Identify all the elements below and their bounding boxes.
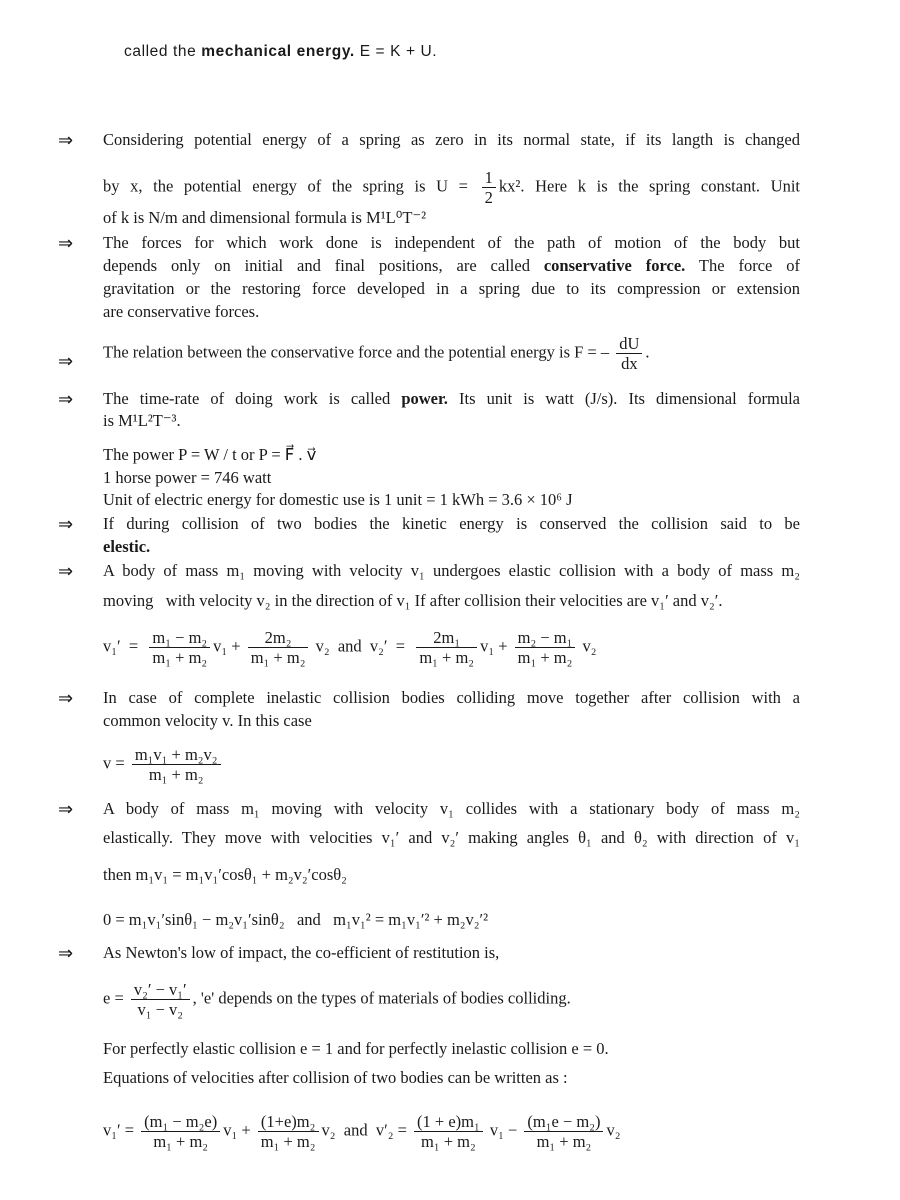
fraction-denominator: dx bbox=[621, 354, 638, 373]
fraction-denominator: m₁ + m₂ bbox=[260, 1132, 316, 1151]
conservative-line-1 bbox=[103, 234, 800, 252]
text-run: For perfectly elastic collision e = 1 and for perfectly inelastic collision e = 0. bbox=[103, 1039, 609, 1058]
inelastic-line-1 bbox=[103, 689, 800, 707]
text-run: v₂ and v′₂ = bbox=[321, 1120, 412, 1140]
text-run: v₁ + bbox=[480, 636, 512, 656]
text-run: then m₁v₁ = m₁v₁′cosθ₁ + m₂v₂′cosθ₂ bbox=[103, 865, 347, 884]
text-run: elastically. They move with velocities v₁′ and v₂′ making angles θ₁ and θ₂ with direction of v₁ bbox=[103, 828, 800, 847]
text-run: v₂ and v₂′ = bbox=[311, 636, 414, 656]
fraction bbox=[414, 1112, 483, 1151]
two-d-line-4 bbox=[103, 911, 488, 929]
fraction-denominator: v₁ − v₂ bbox=[137, 1000, 184, 1019]
text-run: A body of mass m₁ moving with velocity v₁ collides with a stationary body of mass m₂ bbox=[103, 799, 800, 818]
two-d-line-1 bbox=[103, 800, 800, 818]
text-run: of k is N/m and dimensional formula is M¹L⁰T⁻² bbox=[103, 208, 427, 227]
intro-line bbox=[124, 43, 437, 61]
fraction-denominator: m₁ + m₂ bbox=[419, 648, 475, 667]
power-line-2 bbox=[103, 412, 181, 430]
text-run: v = bbox=[103, 753, 129, 773]
text-run: In case of complete inelastic collision bodies colliding move together after collision with a bbox=[103, 688, 800, 707]
bold-term: elestic. bbox=[103, 537, 151, 556]
fraction bbox=[149, 628, 210, 667]
fraction-numerator: (m₁e − m₂) bbox=[524, 1112, 603, 1132]
velocity-equations bbox=[103, 1112, 620, 1151]
text-run: is M¹L²T⁻³. bbox=[103, 411, 181, 430]
fraction-denominator: m₁ + m₂ bbox=[250, 648, 306, 667]
implies-arrow-icon: ⇒ bbox=[58, 943, 74, 964]
text-run: e = bbox=[103, 988, 128, 1008]
implies-arrow-icon: ⇒ bbox=[58, 688, 74, 709]
fraction bbox=[524, 1112, 603, 1151]
implies-arrow-icon: ⇒ bbox=[58, 799, 74, 820]
elastic-line-2 bbox=[103, 538, 150, 556]
text-run: by x, the potential energy of the spring is U = bbox=[103, 176, 479, 196]
conservative-line-2 bbox=[103, 257, 800, 275]
fraction bbox=[131, 980, 190, 1019]
elastic-line-1 bbox=[103, 515, 800, 533]
text-run: v₁ − bbox=[485, 1120, 522, 1140]
text-run: The forces for which work done is independent of the path of motion of the body but bbox=[103, 233, 800, 252]
text-run: kx² bbox=[498, 176, 521, 196]
fraction bbox=[258, 1112, 319, 1151]
restitution-line-1 bbox=[103, 944, 499, 962]
text-run: are conservative forces. bbox=[103, 302, 260, 321]
fraction-numerator: m₁ − m₂ bbox=[149, 628, 210, 648]
text-run: v₁ + bbox=[223, 1120, 255, 1140]
implies-arrow-icon: ⇒ bbox=[58, 389, 74, 410]
bold-term: conservative force. bbox=[543, 256, 686, 275]
fraction-numerator: m₁v₁ + m₂v₂ bbox=[132, 745, 221, 765]
fraction bbox=[616, 334, 642, 373]
fraction bbox=[132, 745, 221, 784]
text-run: depends only on initial and final positions, are called bbox=[103, 256, 544, 275]
fraction-numerator: (m₁ − m₂e) bbox=[141, 1112, 220, 1132]
text-run: v₁′ = bbox=[103, 636, 147, 656]
text-run: Considering potential energy of a spring as zero in its normal state, if its langth is changed bbox=[103, 130, 800, 149]
text-run: v₁ + bbox=[213, 636, 245, 656]
fraction bbox=[482, 168, 496, 207]
one-d-line-2 bbox=[103, 592, 722, 610]
text-run: The force of bbox=[685, 256, 800, 275]
bold-term: mechanical energy. bbox=[201, 43, 355, 60]
power-line-5 bbox=[103, 491, 573, 509]
text-run: v₂ bbox=[606, 1120, 621, 1140]
power-line-3 bbox=[103, 446, 316, 464]
fraction-denominator: m₁ + m₂ bbox=[517, 648, 573, 667]
conservative-line-3 bbox=[103, 280, 800, 298]
text-run: The relation between the conservative force and the potential energy is F = – bbox=[103, 342, 614, 362]
text-run: 1 horse power = 746 watt bbox=[103, 468, 272, 487]
text-run: If during collision of two bodies the kinetic energy is conserved the collision said to be bbox=[103, 514, 800, 533]
text-run: Unit of electric energy for domestic use is 1 unit = 1 kWh = 3.6 × 10⁶ J bbox=[103, 490, 573, 509]
fraction-numerator: 1 bbox=[482, 168, 496, 188]
restitution-line-3 bbox=[103, 1069, 568, 1087]
restitution-equation bbox=[103, 980, 571, 1019]
text-run: common velocity v. In this case bbox=[103, 711, 312, 730]
one-d-line-1 bbox=[103, 562, 800, 580]
text-run: 0 = m₁v₁′sinθ₁ − m₂v₁′sinθ₂ and m₁v₁² = m₁v₁′² + m₂v₂′² bbox=[103, 910, 489, 929]
fraction bbox=[141, 1112, 220, 1151]
text-run: v₁′ = bbox=[103, 1120, 139, 1140]
restitution-line-2 bbox=[103, 1040, 609, 1058]
inelastic-line-2 bbox=[103, 712, 312, 730]
fraction bbox=[248, 628, 309, 667]
spring-line-2 bbox=[103, 168, 800, 207]
spring-line-3 bbox=[103, 209, 426, 227]
text-run: , 'e' depends on the types of materials of bodies colliding. bbox=[192, 988, 571, 1008]
text-run: Equations of velocities after collision of two bodies can be written as : bbox=[103, 1068, 568, 1087]
implies-arrow-icon: ⇒ bbox=[58, 561, 74, 582]
two-d-line-3 bbox=[103, 866, 347, 884]
two-d-line-2 bbox=[103, 829, 800, 847]
fraction-numerator: 2m₂ bbox=[248, 628, 309, 648]
text-run: v₂ bbox=[578, 636, 597, 656]
text-run: The power P = W / t or P = F⃗ . v⃗ bbox=[103, 445, 317, 464]
implies-arrow-icon: ⇒ bbox=[58, 130, 74, 151]
implies-arrow-icon: ⇒ bbox=[58, 233, 74, 254]
spring-line-1 bbox=[103, 131, 800, 149]
text-run: . bbox=[645, 342, 650, 362]
fraction-denominator: m₁ + m₂ bbox=[153, 1132, 209, 1151]
fraction-denominator: 2 bbox=[484, 188, 493, 207]
power-line-4 bbox=[103, 469, 271, 487]
fraction-numerator: 2m₁ bbox=[416, 628, 477, 648]
text-run: The time-rate of doing work is called bbox=[103, 389, 402, 408]
fraction-denominator: m₁ + m₂ bbox=[148, 765, 204, 784]
power-line-1 bbox=[103, 390, 800, 408]
fraction-numerator: dU bbox=[616, 334, 642, 354]
fraction-numerator: m₂ − m₁ bbox=[515, 628, 576, 648]
inelastic-equation bbox=[103, 745, 224, 784]
fraction-denominator: m₁ + m₂ bbox=[152, 648, 208, 667]
text-run: gravitation or the restoring force developed in a spring due to its compression or extension bbox=[103, 279, 800, 298]
fraction-numerator: v₂′ − v₁′ bbox=[131, 980, 190, 1000]
text-run: called the bbox=[124, 43, 202, 60]
text-run: E = K + U. bbox=[354, 43, 438, 60]
bold-term: power. bbox=[401, 389, 448, 408]
text-run: A body of mass m₁ moving with velocity v₁ undergoes elastic collision with a body of mass m₂ bbox=[103, 561, 800, 580]
fraction bbox=[515, 628, 576, 667]
fraction-numerator: (1+e)m₂ bbox=[258, 1112, 319, 1132]
text-run: Its unit is watt (J/s). Its dimensional formula bbox=[447, 389, 800, 408]
conservative-line-4 bbox=[103, 303, 259, 321]
text-run: moving with velocity v₂ in the direction of v₁ If after collision their velocities are v₁′ and v₂′. bbox=[103, 591, 723, 610]
fraction-numerator: (1 + e)m₁ bbox=[414, 1112, 483, 1132]
fraction-denominator: m₁ + m₂ bbox=[536, 1132, 592, 1151]
text-run: . Here k is the spring constant. Unit bbox=[520, 176, 800, 196]
text-run: As Newton's low of impact, the co-efficient of restitution is, bbox=[103, 943, 500, 962]
relation-line bbox=[103, 334, 650, 373]
implies-arrow-icon: ⇒ bbox=[58, 514, 74, 535]
one-d-equation bbox=[103, 628, 597, 667]
implies-arrow-icon: ⇒ bbox=[58, 351, 74, 372]
fraction bbox=[416, 628, 477, 667]
fraction-denominator: m₁ + m₂ bbox=[421, 1132, 476, 1151]
